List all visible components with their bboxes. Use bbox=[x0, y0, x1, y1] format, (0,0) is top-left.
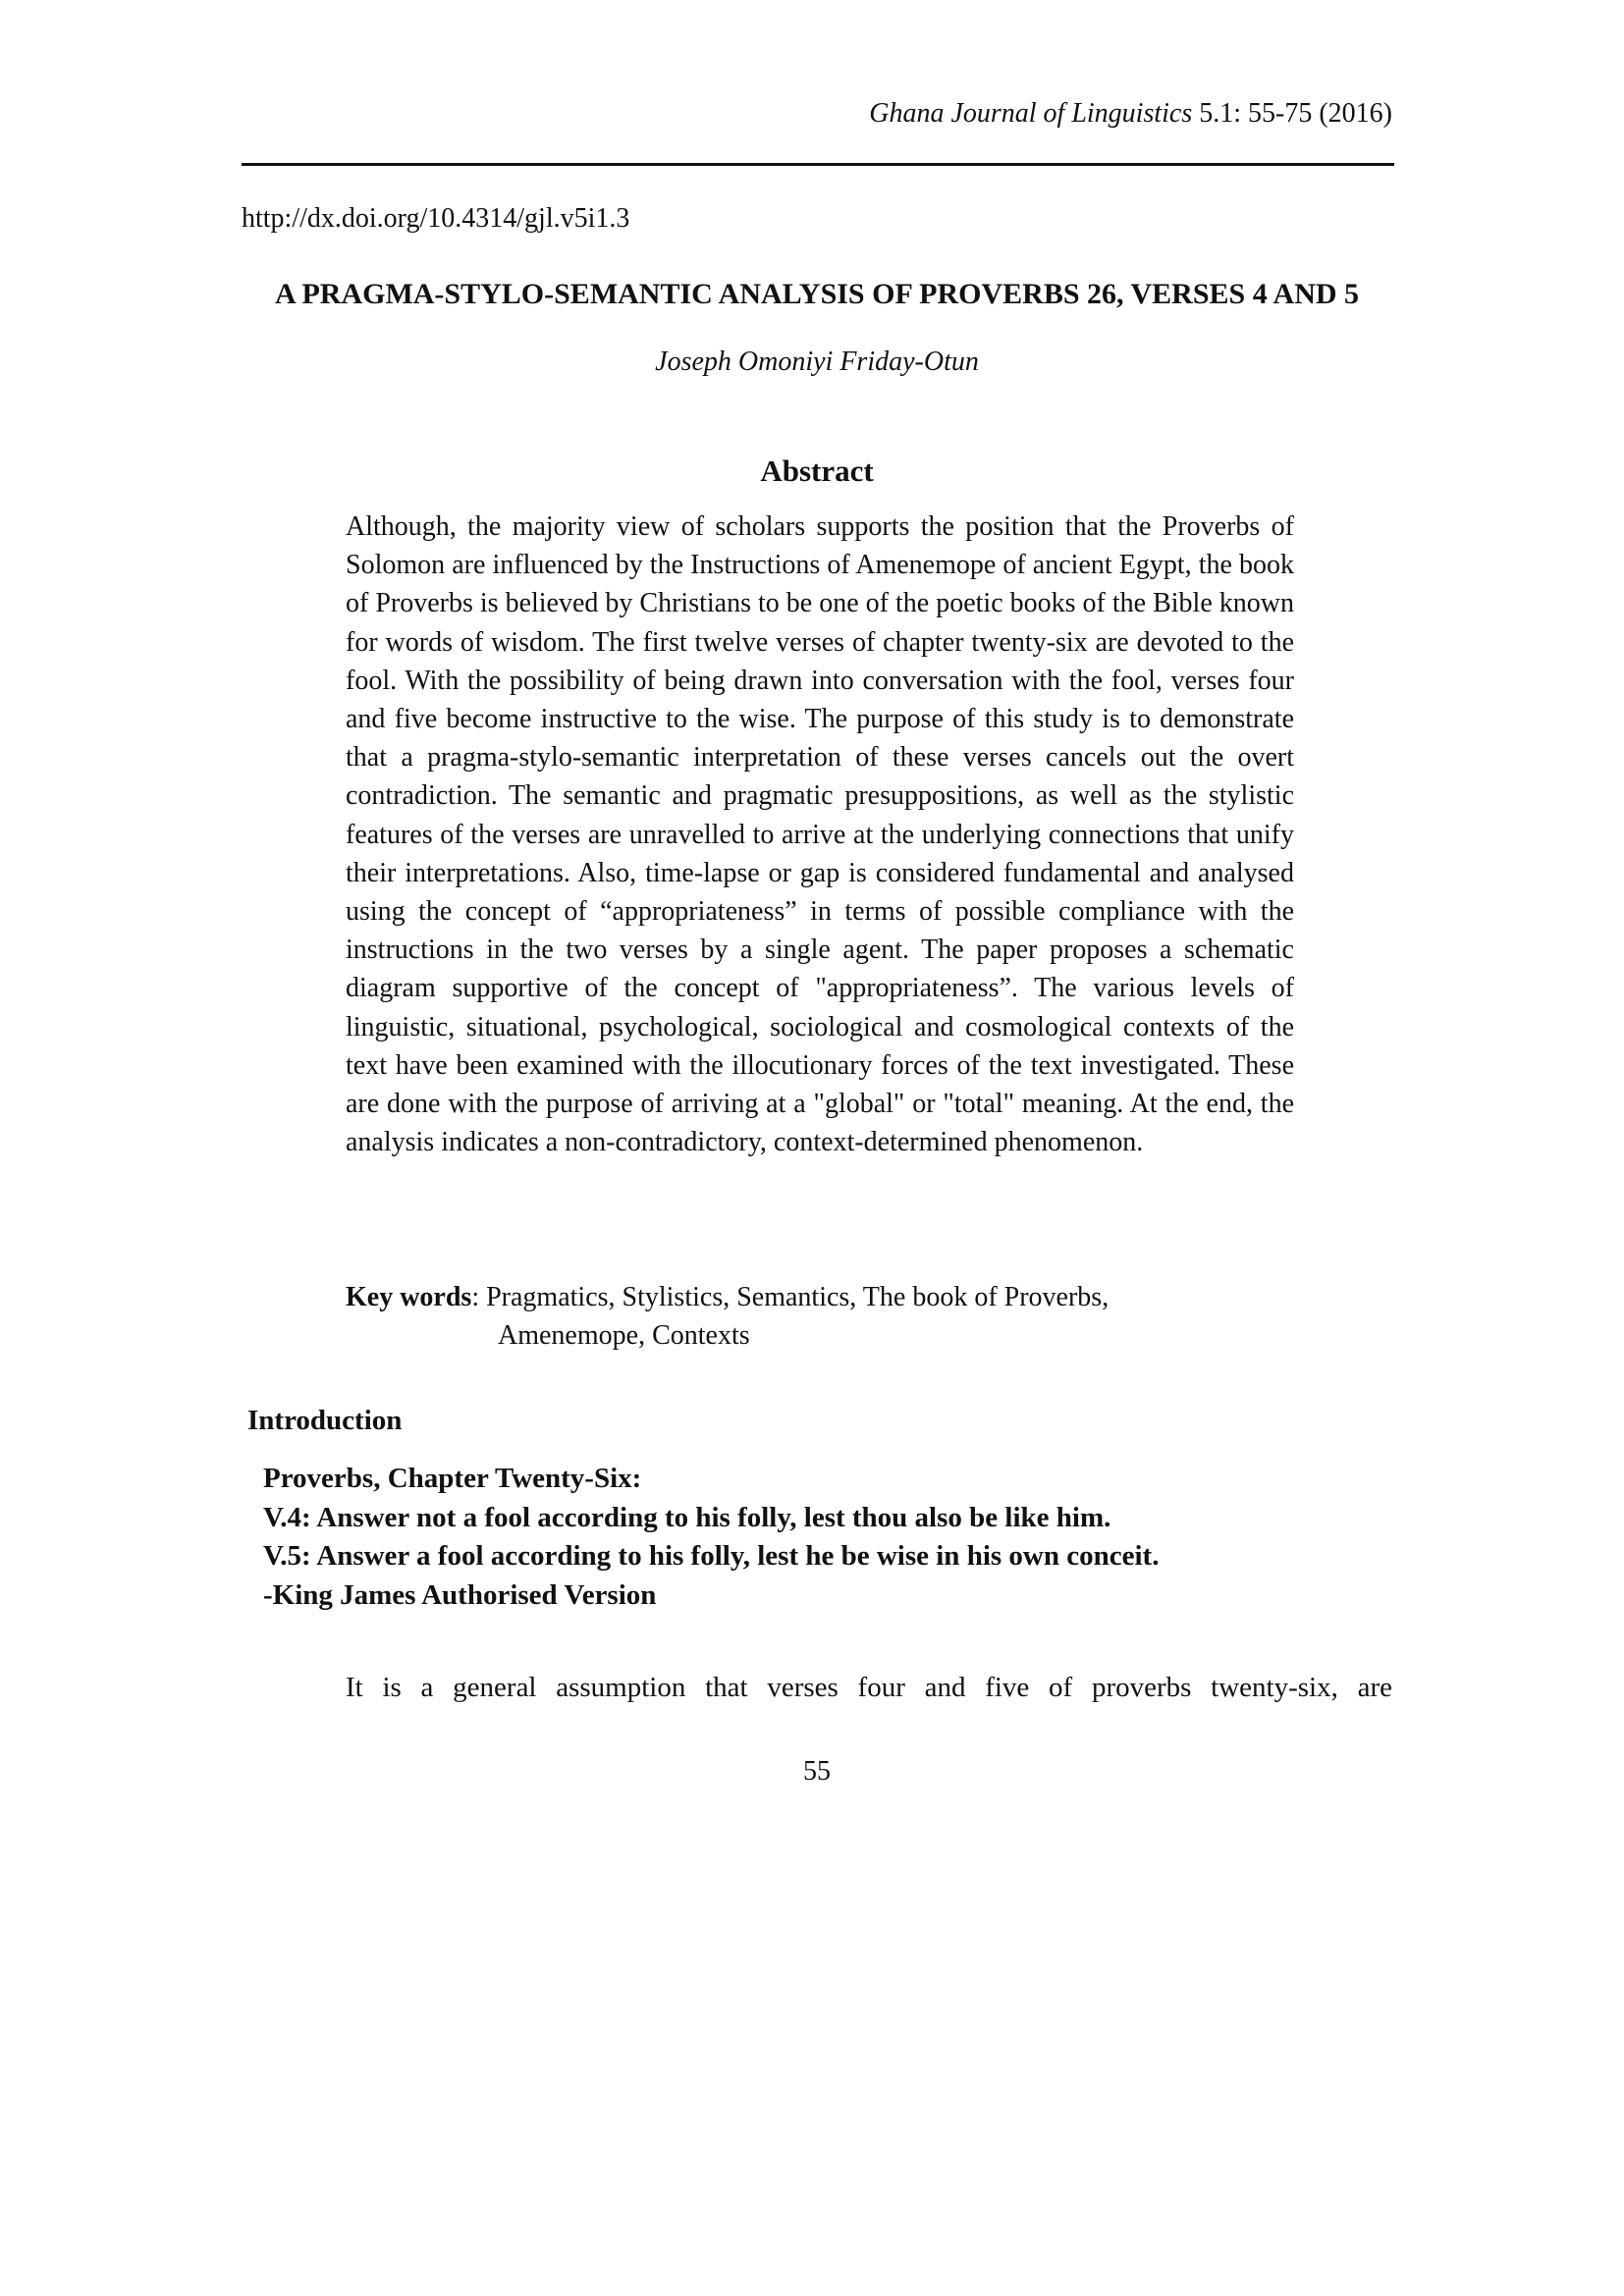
verse-heading: Proverbs, Chapter Twenty-Six: bbox=[263, 1463, 642, 1494]
abstract-text: Although, the majority view of scholars supports the position that the Proverbs of Solomon are influenced by the Instructions of Amenemope of ancient Egypt, the book of Proverbs is believed by Christians to be one of the poetic books of the Bible known for words of wisdom. The first twelve verses of chapter twenty-six are devoted to the fool. With the possibility of being drawn into conversation with the fool, verses four and five become instructive to the wise. The purpose of this study is to demonstrate that a pragma-stylo-semantic interpretation of these verses cancels out the overt contradiction. The semantic and pragmatic presuppositions, as well as the stylistic features of the verses are unravelled to arrive at the underlying connections that unify their interpretations. Also, time-lapse or gap is considered fundamental and analysed using the concept of “appropriateness” in terms of possible compliance with the instructions in the two verses by a single agent. The paper proposes a schematic diagram supportive of the concept of "appropriateness”. The various levels of linguistic, situational, psychological, sociological and cosmological contexts of the text have been examined with the illocutionary forces of the text investigated. These are done with the purpose of arriving at a "global" or "total" meaning. At the end, the analysis indicates a non-contradictory, context-determined phenomenon. bbox=[346, 511, 1294, 1158]
doi-link[interactable]: http://dx.doi.org/10.4314/gjl.v5i1.3 bbox=[242, 203, 630, 234]
page-number: 55 bbox=[803, 1756, 831, 1787]
author-name: Joseph Omoniyi Friday-Otun bbox=[655, 347, 979, 377]
introduction-heading: Introduction bbox=[247, 1405, 403, 1436]
running-header bbox=[242, 96, 1392, 132]
keywords: Key words: Pragmatics, Stylistics, Semantics, The book of Proverbs, Amenemope, Contexts bbox=[346, 1278, 1327, 1355]
keywords-line-1: Pragmatics, Stylistics, Semantics, The book of Proverbs, bbox=[486, 1282, 1110, 1312]
paper-title: A PRAGMA-STYLO-SEMANTIC ANALYSIS OF PROVERBS 26, VERSES 4 AND 5 bbox=[274, 278, 1360, 310]
verse-quote bbox=[263, 1460, 1382, 1615]
abstract-heading: Abstract bbox=[760, 454, 874, 488]
verse-source: -King James Authorised Version bbox=[263, 1578, 657, 1611]
keywords-label: Key words bbox=[346, 1282, 472, 1312]
verse-5: V.5: Answer a fool according to his folly, lest he be wise in his own conceit. bbox=[263, 1540, 1160, 1572]
journal-name: Ghana Journal of Linguistics bbox=[869, 98, 1193, 129]
keywords-line-2: Amenemope, Contexts bbox=[498, 1320, 750, 1351]
body-paragraph-start: It is a general assumption that verses four and five of proverbs twenty-six, are bbox=[346, 1672, 1392, 1703]
verse-4: V.4: Answer not a fool according to his folly, lest thou also be like him. bbox=[263, 1501, 1111, 1533]
journal-citation: 5.1: 55-75 (2016) bbox=[1199, 98, 1392, 129]
header-rule bbox=[242, 163, 1394, 166]
